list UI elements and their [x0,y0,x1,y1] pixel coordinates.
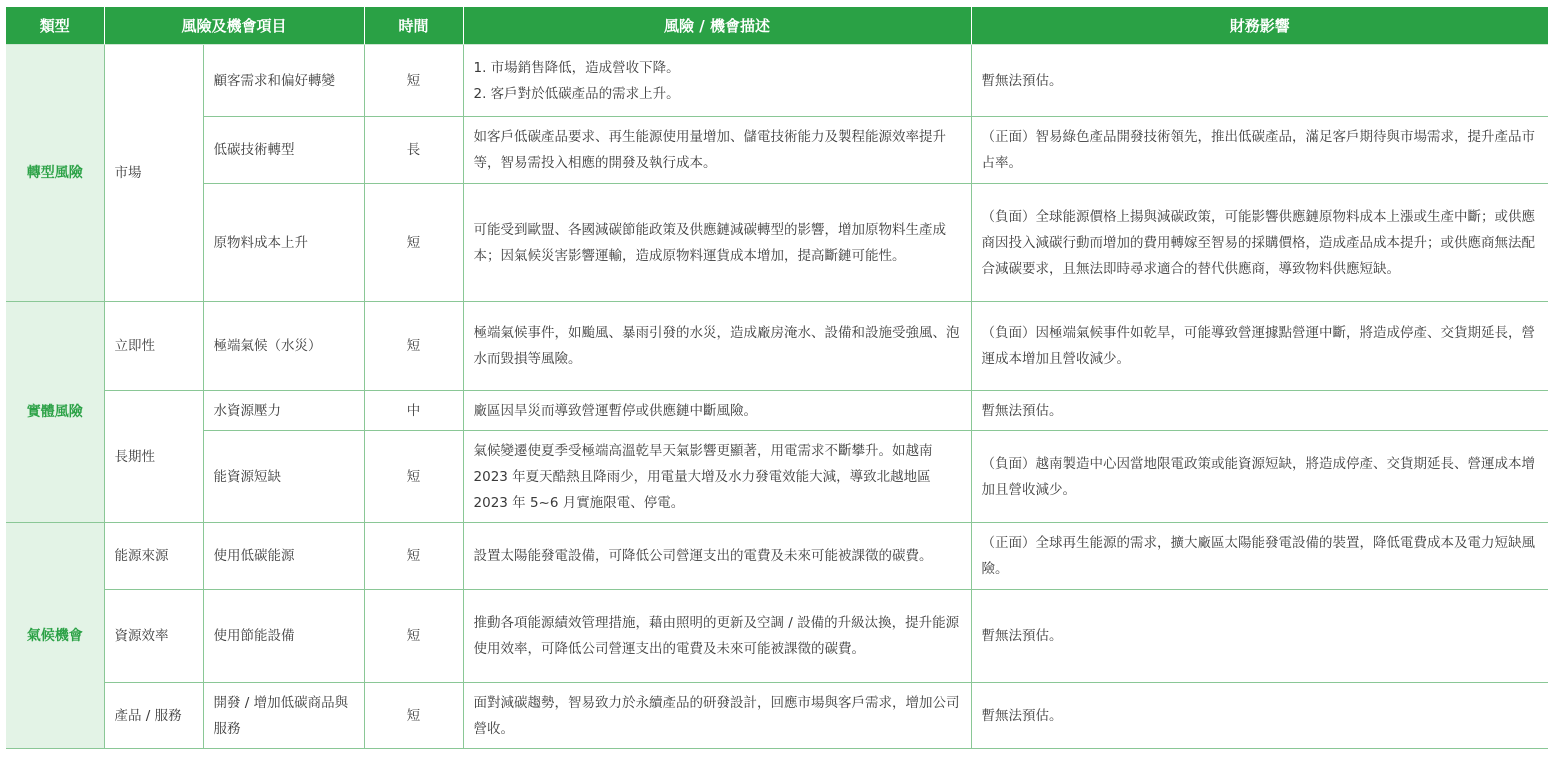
table-row [6,45,1548,117]
row-item: 顧客需求和偏好轉變 [203,45,364,117]
row-description: 極端氣候事件，如颱風、暴雨引發的水災，造成廠房淹水、設備和設施受強風、泡水而毀損等風險。 [463,302,971,391]
category-chronic: 長期性 [104,391,203,523]
row-time: 短 [364,431,463,523]
category-products-services: 產品 / 服務 [104,683,203,749]
table-row [6,302,1548,391]
row-impact: （負面）全球能源價格上揚與減碳政策，可能影響供應鏈原物料成本上漲或生產中斷；或供應商因投入減碳行動而增加的費用轉嫁至智易的採購價格，造成產品成本提升；或供應商無法配合減碳要求，且無法即時尋求適合的替代供應商，導致物料供應短缺。 [971,184,1548,302]
row-description: 如客戶低碳產品要求、再生能源使用量增加、儲電技術能力及製程能源效率提升等，智易需投入相應的開發及執行成本。 [463,117,971,184]
category-energy-source: 能源來源 [104,523,203,590]
header-time: 時間 [364,7,463,45]
table-row [6,523,1548,590]
row-time: 短 [364,184,463,302]
table-row [6,184,1548,302]
table-row [6,431,1548,523]
row-item: 原物料成本上升 [203,184,364,302]
group-physical-risk: 實體風險 [6,302,104,523]
table-header-row [6,7,1548,45]
row-impact: 暫無法預估。 [971,391,1548,431]
row-item: 極端氣候（水災） [203,302,364,391]
group-climate-opportunity: 氣候機會 [6,523,104,749]
row-time: 短 [364,590,463,683]
row-description: 氣候變遷使夏季受極端高溫乾旱天氣影響更顯著，用電需求不斷攀升。如越南 2023 年夏天酷熱且降雨少，用電量大增及水力發電效能大減，導致北越地區 2023 年 5~6 月實施限電、停電。 [463,431,971,523]
row-time: 短 [364,45,463,117]
row-time: 短 [364,523,463,590]
group-transition-risk: 轉型風險 [6,45,104,302]
row-impact: （正面）智易綠色產品開發技術領先，推出低碳產品，滿足客戶期待與市場需求，提升產品市占率。 [971,117,1548,184]
header-type: 類型 [6,7,104,45]
header-item: 風險及機會項目 [104,7,364,45]
header-description: 風險 / 機會描述 [463,7,971,45]
row-item: 開發 / 增加低碳商品與服務 [203,683,364,749]
row-impact: （負面）越南製造中心因當地限電政策或能資源短缺，將造成停產、交貨期延長、營運成本增加且營收減少。 [971,431,1548,523]
row-description [463,45,971,117]
table-row [6,391,1548,431]
climate-risk-table [6,7,1548,749]
row-impact: （正面）全球再生能源的需求，擴大廠區太陽能發電設備的裝置，降低電費成本及電力短缺風險。 [971,523,1548,590]
row-time: 短 [364,683,463,749]
table-row [6,683,1548,749]
row-item: 使用節能設備 [203,590,364,683]
row-time: 短 [364,302,463,391]
description-line: 2. 客戶對於低碳產品的需求上升。 [473,85,680,102]
row-description: 可能受到歐盟、各國減碳節能政策及供應鏈減碳轉型的影響，增加原物料生產成本；因氣候災害影響運輸，造成原物料運貨成本增加，提高斷鏈可能性。 [463,184,971,302]
category-acute: 立即性 [104,302,203,391]
row-description: 面對減碳趨勢，智易致力於永續產品的研發設計，回應市場與客戶需求，增加公司營收。 [463,683,971,749]
row-item: 低碳技術轉型 [203,117,364,184]
row-item: 使用低碳能源 [203,523,364,590]
row-impact: 暫無法預估。 [971,590,1548,683]
table-row [6,590,1548,683]
row-item: 能資源短缺 [203,431,364,523]
row-description: 推動各項能源績效管理措施，藉由照明的更新及空調 / 設備的升級汰換，提升能源使用效率，可降低公司營運支出的電費及未來可能被課徵的碳費。 [463,590,971,683]
table-row [6,117,1548,184]
row-impact: 暫無法預估。 [971,683,1548,749]
header-financial-impact: 財務影響 [971,7,1548,45]
row-impact: （負面）因極端氣候事件如乾旱，可能導致營運據點營運中斷，將造成停產、交貨期延長，營運成本增加且營收減少。 [971,302,1548,391]
row-description: 設置太陽能發電設備，可降低公司營運支出的電費及未來可能被課徵的碳費。 [463,523,971,590]
row-item: 水資源壓力 [203,391,364,431]
row-time: 長 [364,117,463,184]
category-resource-efficiency: 資源效率 [104,590,203,683]
row-description: 廠區因旱災而導致營運暫停或供應鏈中斷風險。 [463,391,971,431]
row-time: 中 [364,391,463,431]
category-market: 市場 [104,45,203,302]
description-line: 1. 市場銷售降低，造成營收下降。 [473,59,680,76]
row-impact: 暫無法預估。 [971,45,1548,117]
